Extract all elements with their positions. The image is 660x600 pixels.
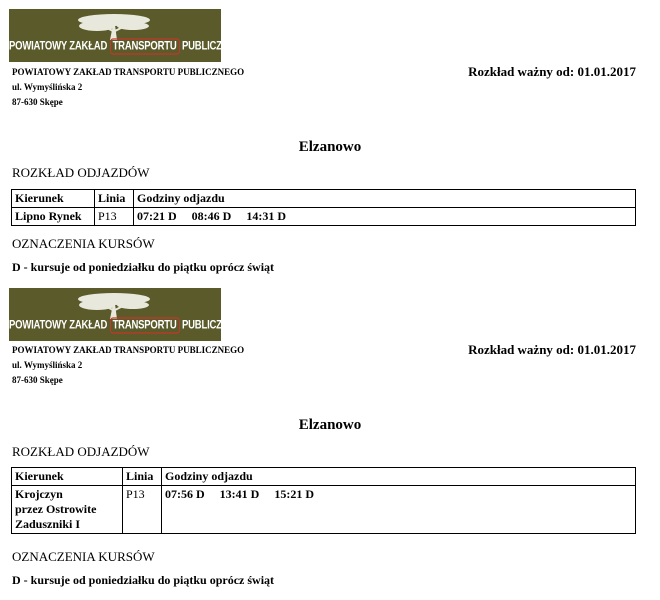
departure-time: 07:21 D (137, 209, 177, 223)
line-cell: P13 (95, 208, 134, 226)
legend-heading: OZNACZENIA KURSÓW (12, 549, 155, 564)
stop-name: Elzanowo (298, 417, 362, 433)
company-name: POWIATOWY ZAKŁAD TRANSPORTU PUBLICZNEGO (12, 67, 245, 77)
company-logo (9, 288, 249, 341)
company-city: 87-630 Skępe (12, 375, 63, 385)
departure-time: 13:41 D (219, 487, 260, 501)
schedule-heading: ROZKŁAD ODJAZDÓW (12, 165, 150, 180)
direction-line: przez Ostrowite (15, 502, 97, 516)
legend-note: D - kursuje od poniedziałku do piątku oprócz świąt (12, 260, 275, 274)
header-line: Linia (95, 190, 134, 208)
departure-time: 15:21 D (274, 487, 315, 501)
direction-line: Lipno Rynek (15, 209, 82, 223)
legend-heading: OZNACZENIA KURSÓW (12, 236, 155, 251)
company-city: 87-630 Skępe (12, 97, 63, 107)
company-street: ul. Wymyślińska 2 (12, 360, 83, 370)
times-cell (162, 486, 636, 534)
line-cell: P13 (123, 486, 162, 534)
departure-time: 08:46 D (191, 209, 232, 223)
direction-cell (12, 486, 123, 534)
departure-time: 07:56 D (165, 487, 205, 501)
company-name: POWIATOWY ZAKŁAD TRANSPORTU PUBLICZNEGO (12, 345, 245, 355)
stop-name: Elzanowo (298, 139, 362, 155)
valid-from: Rozkład ważny od: 01.01.2017 (468, 342, 636, 357)
company-info (12, 343, 244, 388)
header-direction: Kierunek (12, 468, 123, 486)
table-row (12, 486, 636, 534)
company-street: ul. Wymyślińska 2 (12, 82, 83, 92)
schedule-heading: ROZKŁAD ODJAZDÓW (12, 444, 150, 459)
logo-text: POWIATOWY ZAKŁAD TRANSPORTU PUBLICZNEGO (9, 39, 249, 54)
header-line: Linia (123, 468, 162, 486)
direction-line: Zaduszniki I (15, 517, 81, 531)
valid-from: Rozkład ważny od: 01.01.2017 (468, 64, 636, 79)
schedule-table (11, 467, 636, 534)
header-times: Godziny odjazdu (134, 190, 636, 208)
legend-note: D - kursuje od poniedziałku do piątku oprócz świąt (12, 573, 275, 587)
header-direction: Kierunek (12, 190, 95, 208)
table-header-row (12, 468, 636, 486)
header-times: Godziny odjazdu (162, 468, 636, 486)
logo-text: POWIATOWY ZAKŁAD TRANSPORTU PUBLICZNEGO (9, 318, 249, 333)
departure-time: 14:31 D (246, 209, 287, 223)
direction-line: Krojczyn (15, 487, 63, 501)
